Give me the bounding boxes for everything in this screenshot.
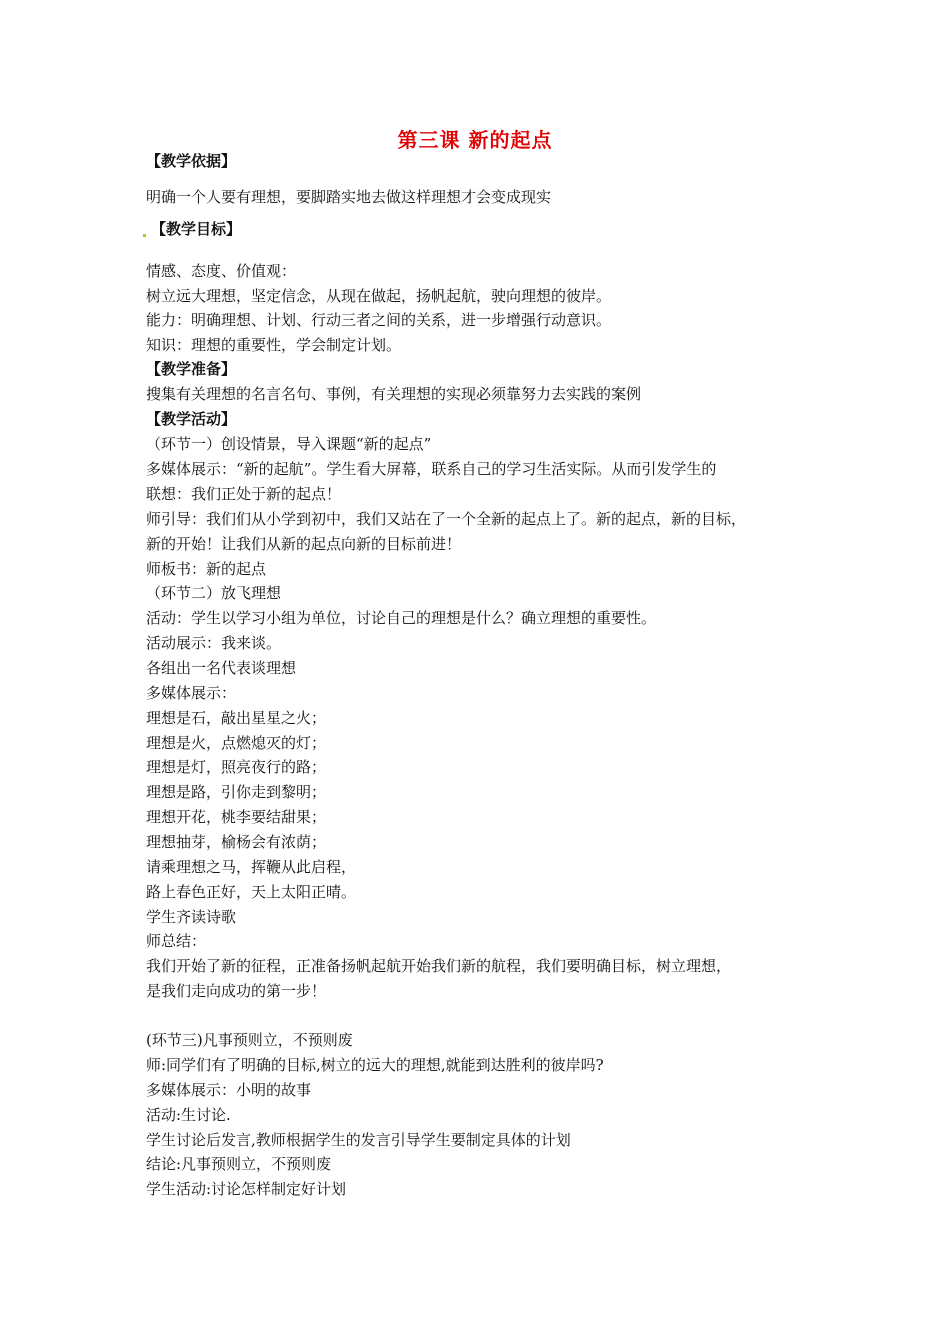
poem-line: 理想是灯，照亮夜行的路；: [146, 758, 327, 776]
poem-line: 理想是路，引你走到黎明；: [146, 783, 327, 801]
text-line: 师:同学们有了明确的目标,树立的远大的理想,就能到达胜利的彼岸吗?: [146, 1056, 604, 1074]
page-title: 第三课 新的起点: [397, 128, 553, 152]
text-line: 联想：我们正处于新的起点！: [146, 485, 342, 503]
poem-line: 理想抽芽，榆杨会有浓荫；: [146, 833, 327, 851]
section-heading-activities: 【教学活动】: [146, 410, 237, 428]
text-line: 新的开始！让我们从新的起点向新的目标前进！: [146, 535, 462, 553]
text-line: 知识：理想的重要性，学会制定计划。: [146, 336, 402, 354]
text-line: （环节一）创设情景，导入课题“新的起点”: [146, 435, 432, 453]
text-line: （环节二）放飞理想: [146, 584, 282, 602]
section-heading-basis: 【教学依据】: [146, 152, 237, 170]
poem-line: 理想是石，敲出星星之火；: [146, 709, 327, 727]
text-line: 多媒体展示：: [146, 684, 237, 702]
text-line: 活动：学生以学习小组为单位，讨论自己的理想是什么？确立理想的重要性。: [146, 609, 657, 627]
text-line: 师总结：: [146, 932, 207, 950]
section-heading-goals: 【教学目标】: [151, 220, 242, 238]
poem-line: 请乘理想之马，挥鞭从此启程，: [146, 858, 357, 876]
text-line: 活动展示：我来谈。: [146, 634, 282, 652]
text-line: 师引导：我们们从小学到初中，我们又站在了一个全新的起点上了。新的起点，新的目标，: [146, 510, 747, 528]
poem-line: 理想是火，点燃熄灭的灯；: [146, 734, 327, 752]
text-line: 树立远大理想，坚定信念，从现在做起，扬帆起航，驶向理想的彼岸。: [146, 287, 612, 305]
poem-line: 路上春色正好，天上太阳正晴。: [146, 883, 357, 901]
text-line: 各组出一名代表谈理想: [146, 659, 297, 677]
text-line: 活动:生讨论.: [146, 1106, 231, 1124]
text-line: 结论:凡事预则立，不预则废: [146, 1155, 332, 1173]
text-line: 是我们走向成功的第一步！: [146, 982, 327, 1000]
section-heading-prep: 【教学准备】: [146, 360, 237, 378]
text-line: 师板书：新的起点: [146, 560, 267, 578]
text-line: 多媒体展示：“新的起航”。学生看大屏幕，联系自己的学习生活实际。从而引发学生的: [146, 460, 717, 478]
text-line: 能力：明确理想、计划、行动三者之间的关系，进一步增强行动意识。: [146, 311, 612, 329]
text-line: 情感、态度、价值观：: [146, 262, 297, 280]
marker-dot: [143, 234, 146, 237]
poem-line: 理想开花，桃李要结甜果；: [146, 808, 327, 826]
text-line: 学生活动:讨论怎样制定好计划: [146, 1180, 347, 1198]
text-line: 学生齐读诗歌: [146, 908, 237, 926]
text-line: 明确一个人要有理想，要脚踏实地去做这样理想才会变成现实: [146, 188, 552, 206]
text-line: 搜集有关理想的名言名句、事例，有关理想的实现必须靠努力去实践的案例: [146, 385, 642, 403]
text-line: 多媒体展示：小明的故事: [146, 1081, 312, 1099]
text-line: (环节三)凡事预则立，不预则废: [146, 1031, 353, 1049]
text-line: 我们开始了新的征程，正准备扬帆起航开始我们新的航程，我们要明确目标，树立理想，: [146, 957, 732, 975]
text-line: 学生讨论后发言,教师根据学生的发言引导学生要制定具体的计划: [146, 1131, 571, 1149]
